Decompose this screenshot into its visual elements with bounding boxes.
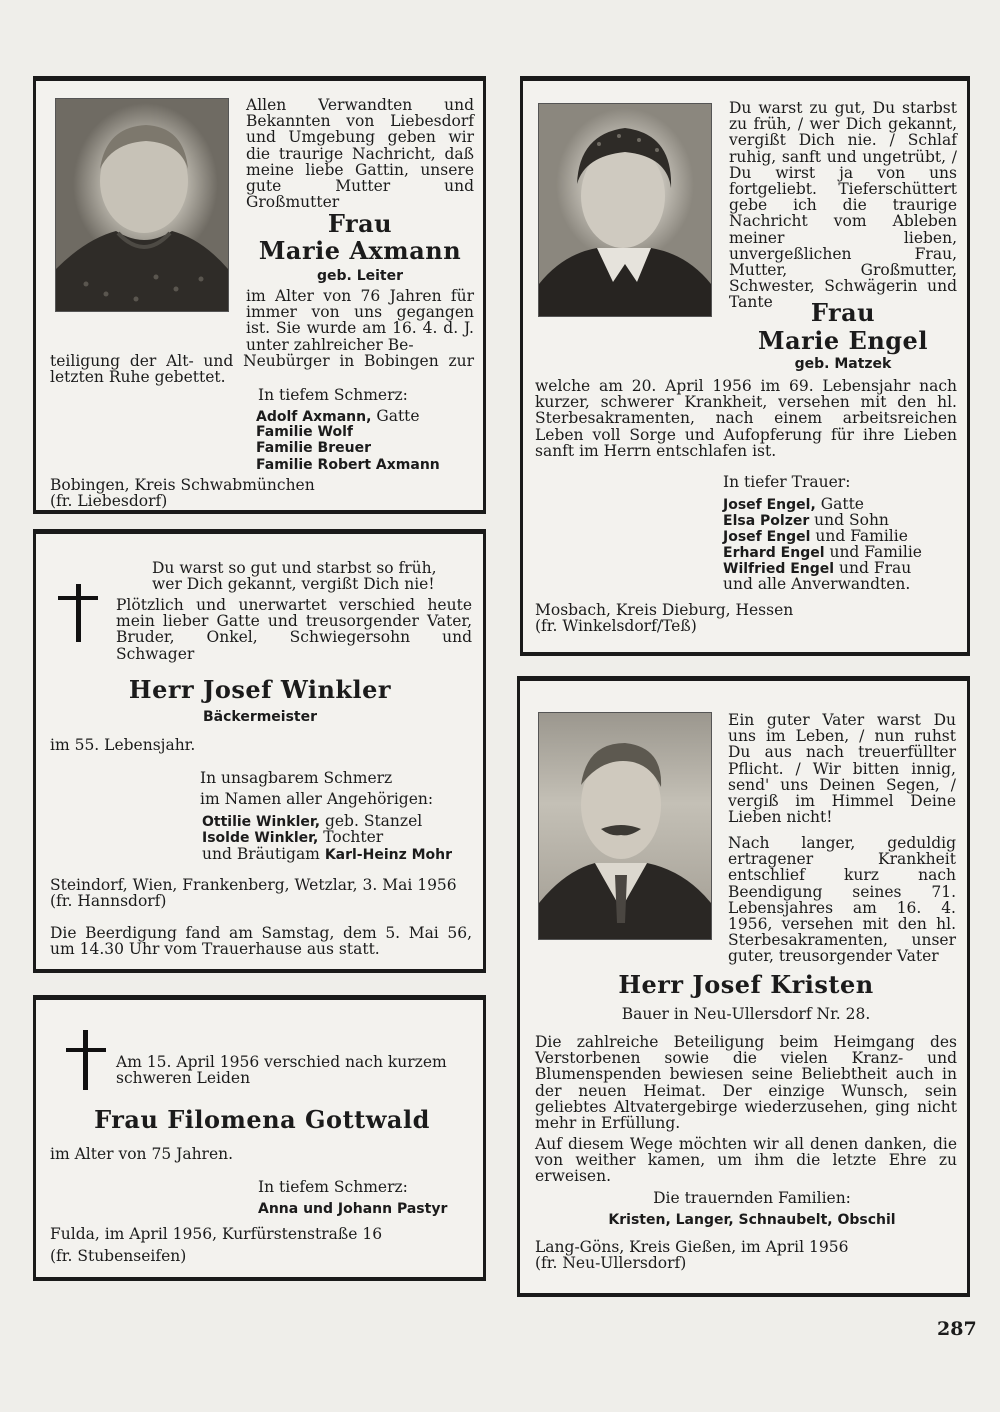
winkler-grief-2: im Namen aller Angehörigen: bbox=[200, 790, 434, 808]
winkler-verse-2: wer Dich gekannt, vergißt Dich nie! bbox=[152, 575, 435, 593]
axmann-mourner-3: Familie Breuer bbox=[256, 440, 371, 456]
kristen-name: Herr Josef Kristen bbox=[618, 970, 874, 999]
engel-grief: In tiefer Trauer: bbox=[723, 473, 851, 491]
notice-gottwald bbox=[33, 995, 486, 1281]
winkler-age: im 55. Lebensjahr. bbox=[50, 736, 196, 754]
winkler-verse-1: Du warst so gut und starbst so früh, bbox=[152, 559, 437, 577]
portrait-photo-engel bbox=[538, 103, 712, 317]
winkler-place: Steindorf, Wien, Frankenberg, Wetzlar, 3. Mai 1956 bbox=[50, 876, 457, 894]
winkler-origin: (fr. Hannsdorf) bbox=[50, 892, 167, 910]
cross-icon bbox=[66, 1030, 106, 1090]
gottwald-age: im Alter von 75 Jahren. bbox=[50, 1145, 234, 1163]
kristen-grief: Die trauernden Familien: bbox=[653, 1189, 851, 1207]
winkler-profession: Bäckermeister bbox=[202, 709, 318, 725]
notice-winkler bbox=[33, 529, 486, 973]
kristen-para-2: Auf diesem Wege möchten wir all denen danken, die von weither kamen, um ihm die letzte Ehre zu erweisen. bbox=[535, 1135, 957, 1186]
portrait-photo-kristen bbox=[538, 712, 712, 940]
engel-mourner-2: Elsa Polzer und Sohn bbox=[723, 511, 889, 529]
axmann-born: geb. Leiter bbox=[316, 268, 404, 284]
axmann-name: Marie Axmann bbox=[258, 236, 462, 265]
axmann-intro: Allen Verwandten und Bekannten von Liebesdorf und Umgebung geben wir die traurige Nachricht, daß meine liebe Gattin, unsere gute Mutter und Großmutter bbox=[246, 96, 474, 212]
notice-kristen bbox=[517, 676, 970, 1297]
winkler-mourner-2: Isolde Winkler, Tochter bbox=[202, 828, 384, 846]
axmann-mourner-4: Familie Robert Axmann bbox=[256, 457, 440, 473]
winkler-mourner-1: Ottilie Winkler, geb. Stanzel bbox=[202, 812, 423, 830]
winkler-groom: und Bräutigam Karl-Heinz Mohr bbox=[202, 845, 453, 863]
cross-icon bbox=[58, 584, 98, 644]
engel-mourner-1: Josef Engel, Gatte bbox=[723, 495, 864, 513]
axmann-mourner-2: Familie Wolf bbox=[256, 424, 353, 440]
kristen-text: Nach langer, geduldig ertragener Krankheit entschlief kurz nach Beendigung seines 71. Lebensjahres am 16. 4. 1956, versehen mit den hl. Sterbesakramenten, unser guter, treusorgender Vater bbox=[728, 834, 956, 966]
axmann-title: Frau bbox=[327, 209, 393, 238]
engel-mourner-5: Wilfried Engel und Frau bbox=[723, 559, 912, 577]
axmann-grief: In tiefem Schmerz: bbox=[258, 386, 408, 404]
engel-intro: Du warst zu gut, Du starbst zu früh, / wer Dich gekannt, vergißt Dich nie. / Schlaf ruhig, sanft und ungetrübt, / Du wirst ja von uns fortgeliebt. Tieferschüttert gebe ich die traurige Nachricht vom Ableben meiner lieben, unvergeßlichen Frau, Mutter, Großmutter, Schwester, Schwägerin und Tante bbox=[729, 99, 957, 312]
gottwald-origin: (fr. Stubenseifen) bbox=[50, 1247, 187, 1265]
engel-origin: (fr. Winkelsdorf/Teß) bbox=[535, 617, 697, 635]
engel-mourner-3: Josef Engel und Familie bbox=[723, 527, 908, 545]
notice-engel bbox=[520, 76, 970, 656]
kristen-origin: (fr. Neu-Ullersdorf) bbox=[535, 1254, 687, 1272]
engel-born: geb. Matzek bbox=[794, 356, 892, 372]
engel-text: welche am 20. April 1956 im 69. Lebensjahr nach kurzer, schwerer Krankheit, versehen mit den hl. Sterbesakramenten, nach einem arbeitsreichen Leben voll Sorge und Aufopferung für ihre Lieben sanft im Herrn entschlafen ist. bbox=[535, 377, 957, 460]
notice-axmann bbox=[33, 76, 486, 514]
gottwald-grief: In tiefem Schmerz: bbox=[258, 1178, 408, 1196]
engel-place: Mosbach, Kreis Dieburg, Hessen bbox=[535, 601, 794, 619]
kristen-families: Kristen, Langer, Schnaubelt, Obschil bbox=[608, 1212, 896, 1228]
kristen-place: Lang-Göns, Kreis Gießen, im April 1956 bbox=[535, 1238, 849, 1256]
kristen-intro: Ein guter Vater warst Du uns im Leben, / nun ruhst Du aus nach treuerfüllter Pflicht. / Wir bitten innig, send' uns Deinen Segen, / vergiß im Himmel Deine Lieben nicht! bbox=[728, 711, 956, 827]
gottwald-name: Frau Filomena Gottwald bbox=[94, 1105, 430, 1134]
axmann-text-bottom: teiligung der Alt- und Neubürger in Bobingen zur letzten Ruhe gebettet. bbox=[50, 352, 474, 387]
engel-mourner-4: Erhard Engel und Familie bbox=[723, 543, 922, 561]
gottwald-place: Fulda, im April 1956, Kurfürstenstraße 16 bbox=[50, 1225, 383, 1243]
portrait-photo-axmann bbox=[55, 98, 229, 312]
engel-title: Frau bbox=[810, 298, 876, 327]
axmann-origin: (fr. Liebesdorf) bbox=[50, 492, 168, 510]
winkler-funeral: Die Beerdigung fand am Samstag, dem 5. Mai 56, um 14.30 Uhr vom Trauerhause aus statt. bbox=[50, 924, 472, 959]
axmann-mourner-1: Adolf Axmann, Gatte bbox=[256, 407, 420, 425]
winkler-intro: Plötzlich und unerwartet verschied heute mein lieber Gatte und treusorgender Vater, Bruder, Onkel, Schwiegersohn und Schwager bbox=[116, 596, 472, 663]
engel-name: Marie Engel bbox=[758, 326, 928, 355]
winkler-grief-1: In unsagbarem Schmerz bbox=[200, 769, 393, 787]
gottwald-mourners: Anna und Johann Pastyr bbox=[258, 1201, 448, 1217]
engel-mourner-6: und alle Anverwandten. bbox=[723, 575, 911, 593]
axmann-text-top: im Alter von 76 Jahren für immer von uns gegangen ist. Sie wurde am 16. 4. d. J. unter zahlreicher Be- bbox=[246, 287, 474, 354]
kristen-sub: Bauer in Neu-Ullersdorf Nr. 28. bbox=[621, 1005, 871, 1023]
gottwald-intro: Am 15. April 1956 verschied nach kurzem schweren Leiden bbox=[116, 1053, 447, 1088]
winkler-name: Herr Josef Winkler bbox=[128, 675, 392, 704]
kristen-para-1: Die zahlreiche Beteiligung beim Heimgang des Verstorbenen sowie die vielen Kranz- und Blumenspenden bewiesen seine Beliebtheit auch in der neuen Heimat. Der einzige Wunsch, sein geliebtes Altvatergebirge wiederzusehen, ging nicht mehr in Erfüllung. bbox=[535, 1033, 957, 1133]
page-number: 287 bbox=[937, 1318, 977, 1340]
axmann-place: Bobingen, Kreis Schwabmünchen bbox=[50, 476, 315, 494]
